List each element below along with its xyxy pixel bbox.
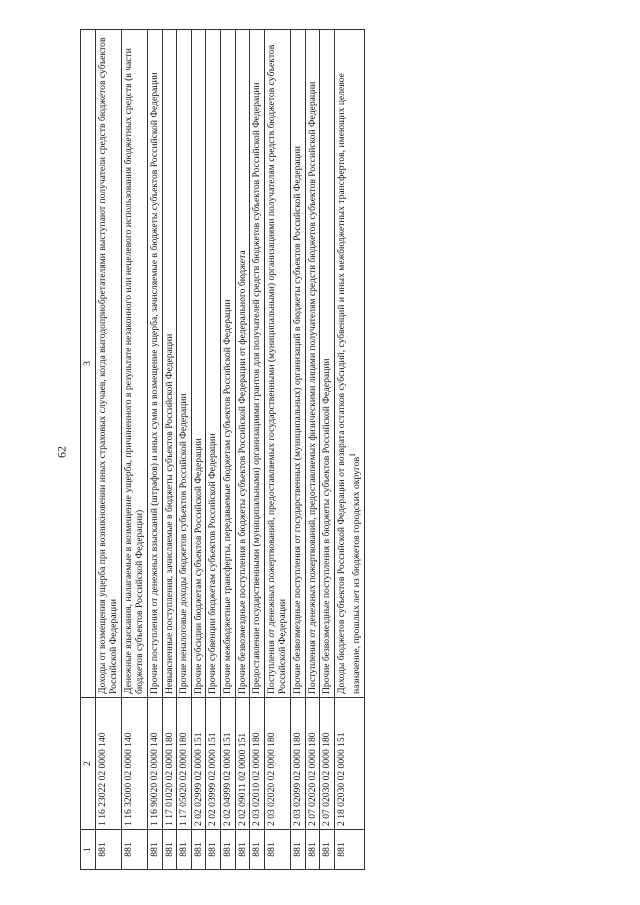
admin-code-cell: 881 [162, 830, 177, 870]
revenue-name-cell: Поступления от денежных пожертвований, предоставляемых физическими лицами получателям средств бюджетов субъектов Российской Федерации [305, 30, 320, 698]
admin-code-cell: 881 [320, 830, 335, 870]
revenue-name-cell: Прочие безвозмездные поступления в бюджеты субъектов Российской Федерации от федерального бюджета [235, 30, 250, 698]
table-row [220, 30, 235, 870]
budget-code-cell: 2 02 03999 02 0000 151 [206, 698, 221, 830]
admin-code-cell: 881 [121, 830, 147, 870]
table-row [121, 30, 147, 870]
budget-code-cell: 2 18 02030 02 0000 151 [334, 698, 364, 830]
revenue-name-cell: Денежные взыскания, налагаемые в возмещение ущерба, причиненного в результате незаконного или нецелевого использования бюджетных средств (в части бюджетов субъектов Российской Федерации) [121, 30, 147, 698]
page-number: 62 [54, 446, 69, 458]
table-row [177, 30, 192, 870]
revenue-name-cell [334, 30, 364, 698]
admin-code-cell: 881 [264, 830, 290, 870]
table-row [95, 30, 121, 870]
table-row [162, 30, 177, 870]
admin-code-cell: 881 [334, 830, 364, 870]
admin-code-cell: 881 [191, 830, 206, 870]
admin-code-cell: 881 [235, 830, 250, 870]
admin-code-cell: 881 [290, 830, 305, 870]
revenue-name-text: Доходы бюджетов субъектов Российской Федерации от возврата остатков субсидий, субвенций и иных межбюджетных трансфертов, имеющих целевое назначение, прошлых лет из бюджетов городских округов [335, 73, 363, 694]
budget-code-cell: 1 16 32000 02 0000 140 [121, 698, 147, 830]
revenue-name-cell: Прочие неналоговые доходы бюджетов субъектов Российской Федерации [177, 30, 192, 698]
admin-code-cell: 881 [305, 830, 320, 870]
revenue-name-cell: Прочие субсидии бюджетам субъектов Российской Федерации [191, 30, 206, 698]
admin-code-cell: 881 [206, 830, 221, 870]
admin-code-cell: 881 [250, 830, 265, 870]
revenue-name-cell: Прочие безвозмездные поступления от государственных (муниципальных) организаций в бюджеты субъектов Российской Федерации [290, 30, 305, 698]
table-row [147, 30, 162, 870]
budget-code-cell: 2 07 02030 02 0000 180 [320, 698, 335, 830]
revenue-name-cell: Невыясненные поступления, зачисляемые в бюджеты субъектов Российской Федерации [162, 30, 177, 698]
budget-code-cell: 2 03 02010 02 0000 180 [250, 698, 265, 830]
admin-code-cell: 881 [220, 830, 235, 870]
revenue-name-cell: Предоставление государственными (муниципальными) организациями грантов для получателей средств бюджетов субъектов Российской Федерации [250, 30, 265, 698]
revenue-name-cell: Прочие межбюджетные трансферты, передаваемые бюджетам субъектов Российской Федерации [220, 30, 235, 698]
table-row [305, 30, 320, 870]
table-row [320, 30, 335, 870]
budget-code-cell: 2 02 04999 02 0000 151 [220, 698, 235, 830]
table-row [191, 30, 206, 870]
table-row [334, 30, 364, 870]
revenue-name-cell: Прочие поступления от денежных взысканий (штрафов) и иных сумм в возмещение ущерба, зачисляемые в бюджеты субъектов Российской Федерации [147, 30, 162, 698]
revenue-name-cell: Прочие безвозмездные поступления в бюджеты субъектов Российской Федерации [320, 30, 335, 698]
budget-code-cell: 1 17 05020 02 0000 180 [177, 698, 192, 830]
revenue-name-cell: Поступления от денежных пожертвований, предоставляемых государственными (муниципальными) организациями получателям средств бюджетов субъектов Российской Федерации [264, 30, 290, 698]
revenue-codes-table [80, 29, 365, 870]
budget-code-cell: 2 02 09011 02 0000 151 [235, 698, 250, 830]
table-row [250, 30, 265, 870]
budget-code-cell: 2 03 02020 02 0000 180 [264, 698, 290, 830]
budget-code-cell: 2 02 02999 02 0000 151 [191, 698, 206, 830]
budget-code-cell: 2 03 02099 02 0000 180 [290, 698, 305, 830]
table-row [264, 30, 290, 870]
table-row [206, 30, 221, 870]
rotated-table-wrapper [80, 30, 510, 870]
footnote-marker: 1 [348, 453, 358, 458]
header-col-2: 2 [81, 698, 96, 830]
header-col-3: 3 [81, 30, 96, 698]
admin-code-cell: 881 [95, 830, 121, 870]
budget-code-cell: 2 07 02020 02 0000 180 [305, 698, 320, 830]
budget-code-cell: 1 17 01020 02 0000 180 [162, 698, 177, 830]
revenue-name-cell: Доходы от возмещения ущерба при возникновении иных страховых случаев, когда выгодоприобретателями выступают получатели средств бюджетов субъектов Российской Федерации [95, 30, 121, 698]
table-row [290, 30, 305, 870]
header-col-1: 1 [81, 830, 96, 870]
table-row [235, 30, 250, 870]
budget-code-cell: 1 16 90020 02 0000 140 [147, 698, 162, 830]
budget-code-cell: 1 16 23022 02 0000 140 [95, 698, 121, 830]
admin-code-cell: 881 [177, 830, 192, 870]
table-header-row [81, 30, 96, 870]
admin-code-cell: 881 [147, 830, 162, 870]
revenue-name-cell: Прочие субвенции бюджетам субъектов Российской Федерации [206, 30, 221, 698]
